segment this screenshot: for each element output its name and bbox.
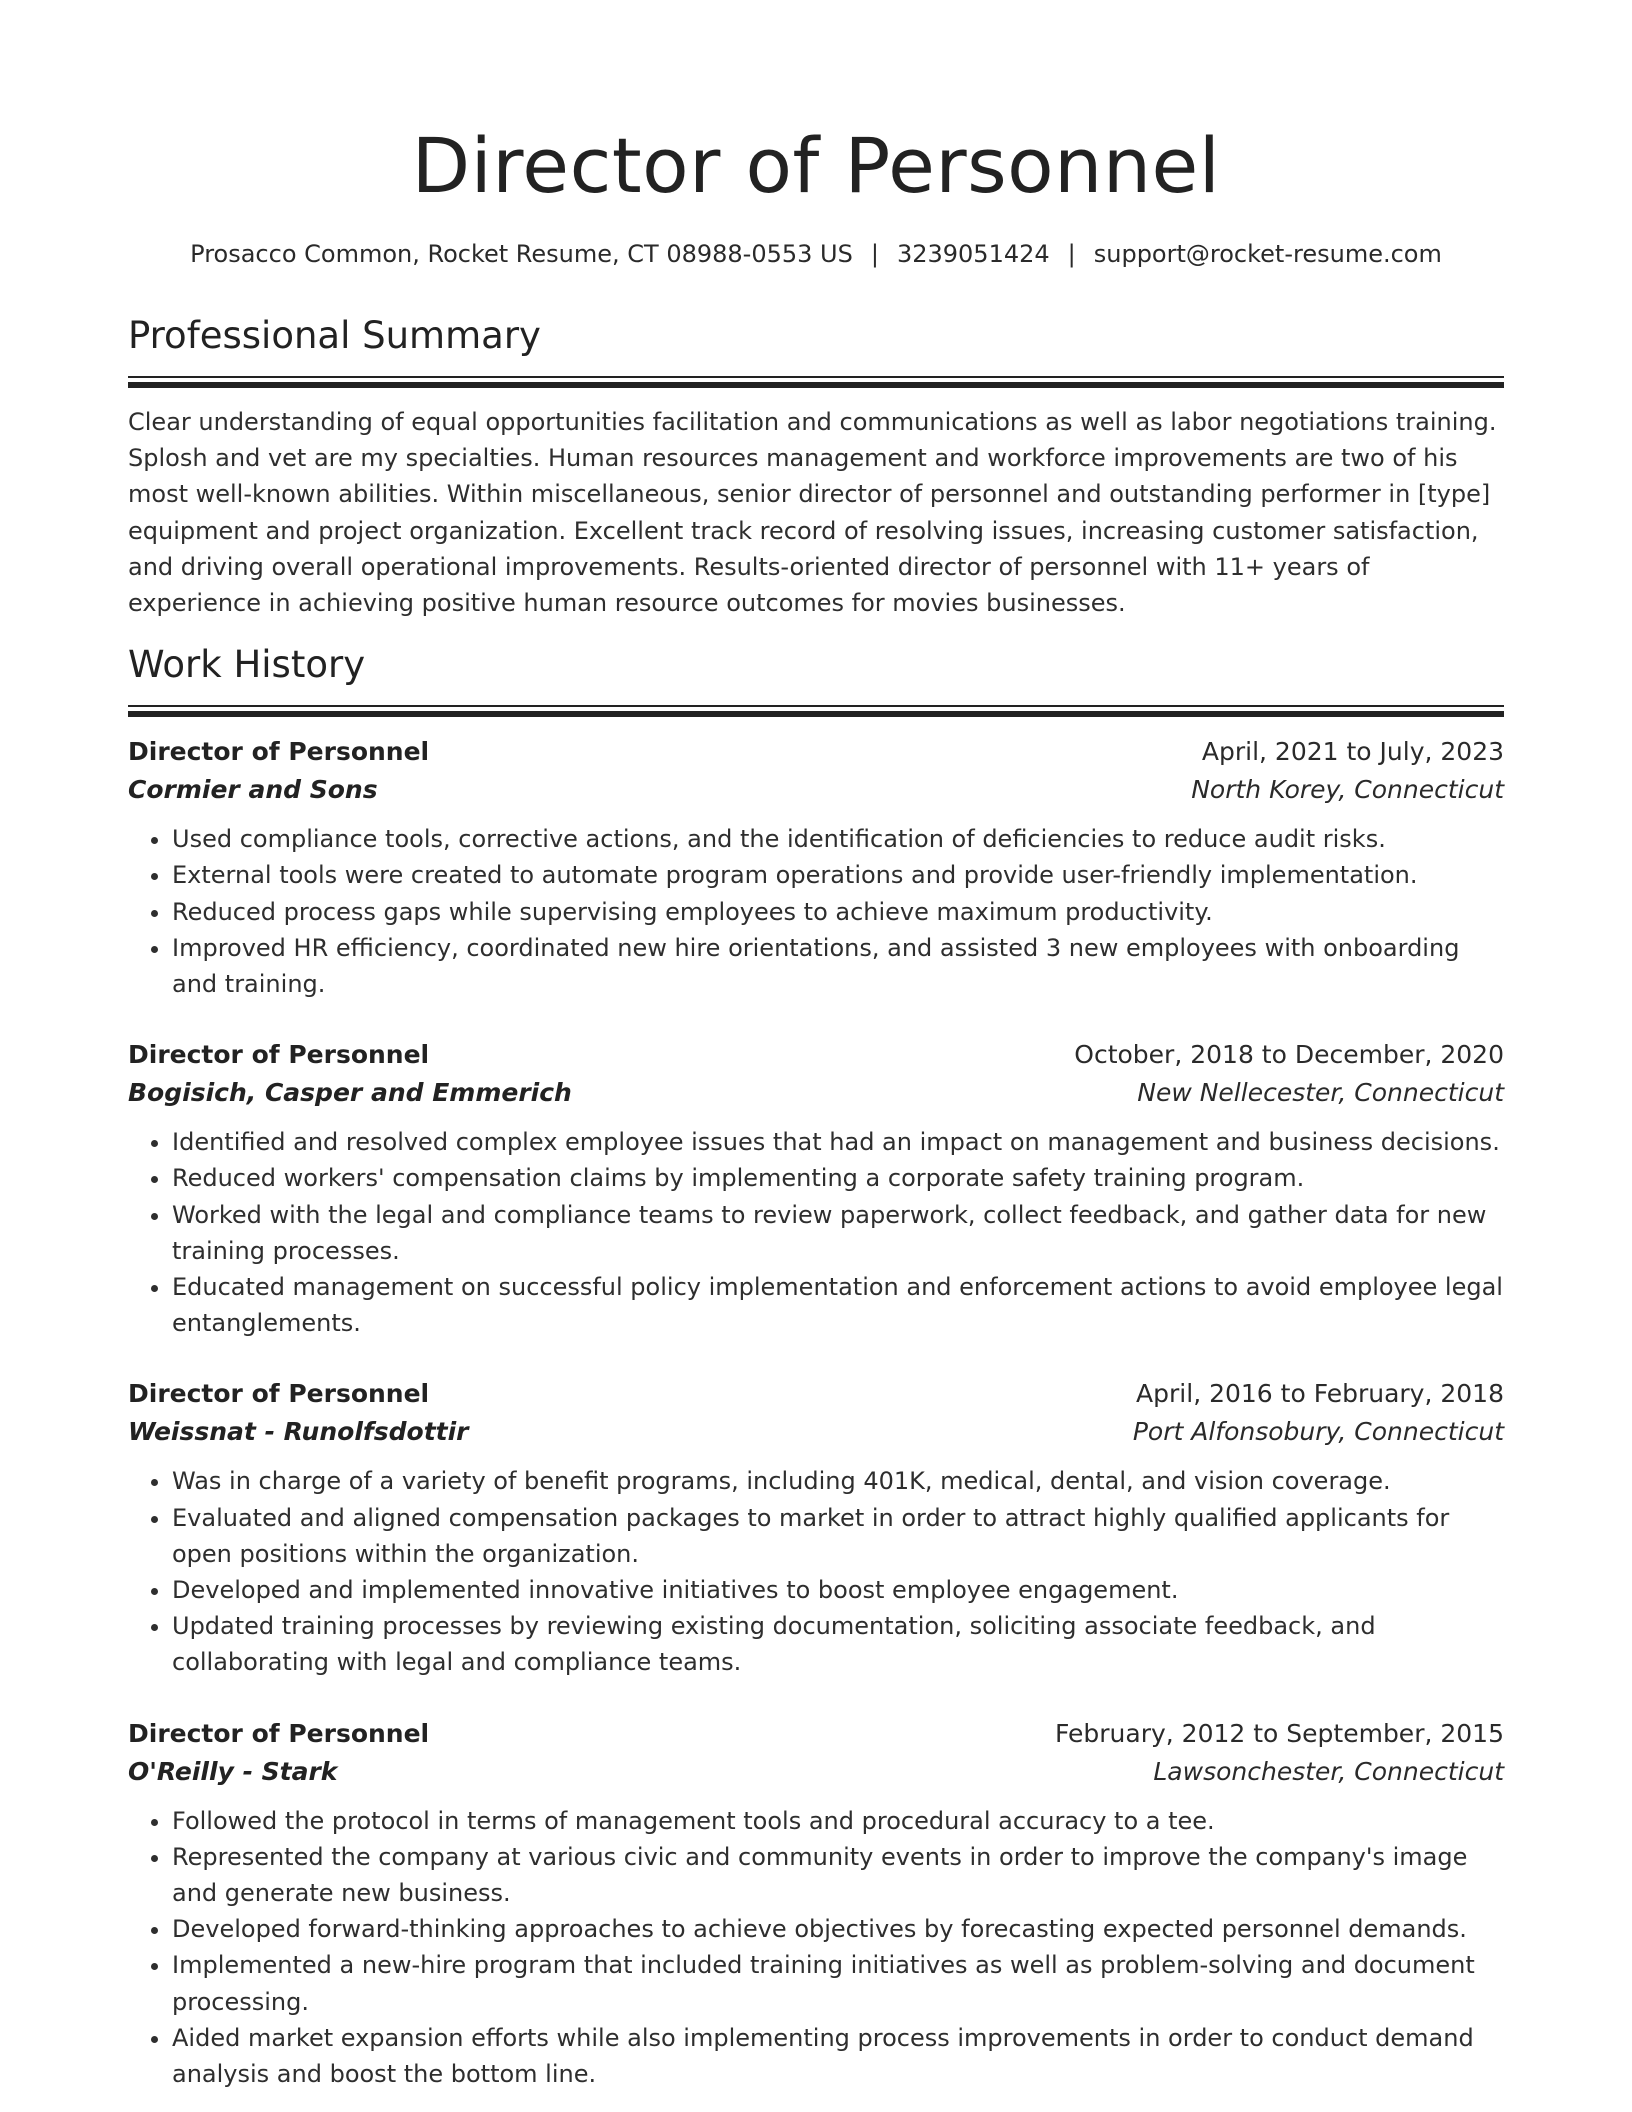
- contact-separator: |: [870, 240, 879, 268]
- bullet-item: • Aided market expansion efforts while also implementing process improvements in order to conduct demand analysis and boost the bottom line.: [172, 2020, 1504, 2092]
- bullet-item: • Implemented a new-hire program that included training initiatives as well as problem-solving and document processing.: [172, 1947, 1504, 2019]
- bullet-item: • Represented the company at various civic and community events in order to improve the company's image and generate new business.: [172, 1839, 1504, 1911]
- bullet-item: • Used compliance tools, corrective actions, and the identification of deficiencies to reduce audit risks.: [172, 821, 1504, 857]
- bullet-item: • Educated management on successful policy implementation and enforcement actions to avoid employee legal entanglements.: [172, 1269, 1504, 1341]
- job-list: [128, 733, 1504, 2092]
- job-dates: April, 2016 to February, 2018: [1136, 1379, 1504, 1409]
- bullet-item: • Identified and resolved complex employee issues that had an impact on management and business decisions.: [172, 1124, 1504, 1160]
- job-company: Weissnat - Runolfsdottir: [128, 1417, 469, 1447]
- job-bullets: [128, 1803, 1504, 2093]
- contact-address: Prosacco Common, Rocket Resume, CT 08988-0553 US: [190, 240, 853, 268]
- bullet-item: • Worked with the legal and compliance teams to review paperwork, collect feedback, and gather data for new training processes.: [172, 1197, 1504, 1269]
- job-entry: [128, 733, 1504, 1002]
- bullet-item: • Evaluated and aligned compensation packages to market in order to attract highly qualified applicants for open positions within the organization.: [172, 1500, 1504, 1572]
- bullet-item: • Improved HR efficiency, coordinated new hire orientations, and assisted 3 new employees with onboarding and training.: [172, 930, 1504, 1002]
- job-location: Port Alfonsobury, Connecticut: [1132, 1417, 1504, 1447]
- job-title: Director of Personnel: [128, 1379, 430, 1409]
- bullet-item: • Developed and implemented innovative initiatives to boost employee engagement.: [172, 1572, 1504, 1608]
- bullet-item: • Was in charge of a variety of benefit programs, including 401K, medical, dental, and vision coverage.: [172, 1463, 1504, 1499]
- job-entry: [128, 1375, 1504, 1680]
- contact-separator: |: [1067, 240, 1076, 268]
- job-title: Director of Personnel: [128, 1040, 430, 1070]
- work-history-heading: Work History: [128, 643, 366, 687]
- job-bullets: [128, 1463, 1504, 1680]
- job-entry: [128, 1715, 1504, 2093]
- section-divider: [128, 705, 1504, 715]
- job-bullets: [128, 821, 1504, 1002]
- job-location: New Nellecester, Connecticut: [1137, 1078, 1504, 1108]
- job-title: Director of Personnel: [128, 1718, 430, 1748]
- contact-line: [128, 238, 1504, 270]
- job-bullets: [128, 1124, 1504, 1341]
- job-company: Bogisich, Casper and Emmerich: [128, 1078, 572, 1108]
- job-title: Director of Personnel: [128, 737, 430, 767]
- bullet-item: • Reduced workers' compensation claims by implementing a corporate safety training program.: [172, 1160, 1504, 1196]
- section-divider: [128, 376, 1504, 386]
- bullet-item: • Reduced process gaps while supervising employees to achieve maximum productivity.: [172, 894, 1504, 930]
- bullet-item: • Developed forward-thinking approaches to achieve objectives by forecasting expected personnel demands.: [172, 1911, 1504, 1947]
- summary-heading: Professional Summary: [128, 314, 541, 357]
- job-location: Lawsonchester, Connecticut: [1153, 1756, 1504, 1786]
- job-dates: October, 2018 to December, 2020: [1074, 1040, 1504, 1070]
- job-dates: February, 2012 to September, 2015: [1055, 1718, 1504, 1748]
- bullet-item: • Followed the protocol in terms of management tools and procedural accuracy to a tee.: [172, 1803, 1504, 1839]
- job-company: Cormier and Sons: [128, 775, 378, 805]
- summary-text: Clear understanding of equal opportunities facilitation and communications as well as labor negotiations training. Splosh and vet are my specialties. Human resources management and workforce improvements are two of his most well-known abilities. Within miscellaneous, senior director of personnel and outstanding performer in [type] equipment and project organization. Excellent track record of resolving issues, increasing customer satisfaction, and driving overall operational improvements. Results-oriented director of personnel with 11+ years of experience in achieving positive human resource outcomes for movies businesses.: [128, 408, 1497, 618]
- contact-phone: 3239051424: [896, 240, 1050, 268]
- job-location: North Korey, Connecticut: [1191, 775, 1504, 805]
- bullet-item: • External tools were created to automate program operations and provide user-friendly implementation.: [172, 857, 1504, 893]
- page-title: Director of Personnel: [411, 121, 1221, 210]
- bullet-item: • Updated training processes by reviewing existing documentation, soliciting associate feedback, and collaborating with legal and compliance teams.: [172, 1608, 1504, 1680]
- job-company: O'Reilly - Stark: [128, 1756, 338, 1786]
- job-entry: [128, 1036, 1504, 1341]
- contact-email: support@rocket-resume.com: [1093, 240, 1442, 268]
- job-dates: April, 2021 to July, 2023: [1201, 737, 1504, 767]
